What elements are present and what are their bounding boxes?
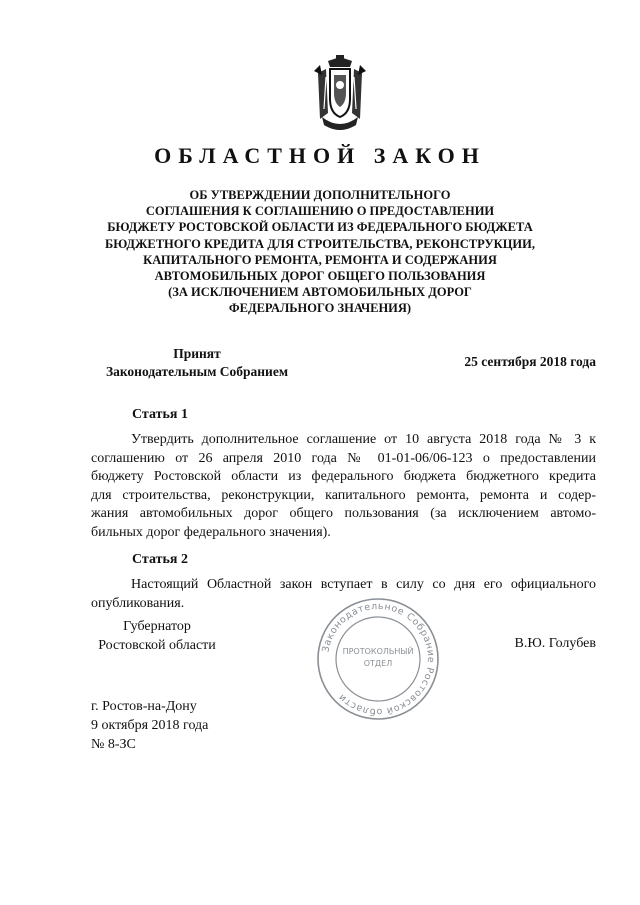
article-line: для строительства, реконструкции, капитального ремонта, ремонта и содер-: [91, 487, 596, 503]
stamp-inner-text: ПРОТОКОЛЬНЫЙ: [342, 647, 414, 656]
subtitle-line: БЮДЖЕТУ РОСТОВСКОЙ ОБЛАСТИ ИЗ ФЕДЕРАЛЬНОГО БЮДЖЕТА: [107, 220, 533, 235]
place-city: г. Ростов-на-Дону: [91, 699, 197, 714]
article-body: [91, 431, 596, 543]
place-date: 9 октября 2018 года: [91, 718, 209, 733]
subtitle-line: БЮДЖЕТНОГО КРЕДИТА ДЛЯ СТРОИТЕЛЬСТВА, РЕКОНСТРУКЦИИ,: [105, 236, 535, 251]
adoption-block: [92, 345, 302, 381]
accepted-by: Законодательным Собранием: [105, 364, 289, 379]
law-subtitle: [100, 187, 540, 317]
stamp-inner-text: ОТДЕЛ: [363, 659, 393, 668]
article-line: Настоящий Областной закон вступает в силу со дня его официального: [131, 577, 596, 592]
subtitle-line: КАПИТАЛЬНОГО РЕМОНТА, РЕМОНТА И СОДЕРЖАНИЯ: [143, 252, 497, 267]
subtitle-line: ОБ УТВЕРЖДЕНИИ ДОПОЛНИТЕЛЬНОГО: [189, 188, 451, 202]
adoption-date: 25 сентября 2018 года: [464, 354, 596, 369]
stamp-outer-text: Законодательное Собрание Ростовской области: [320, 600, 437, 718]
law-title: ОБЛАСТНОЙ ЗАКОН: [154, 143, 486, 168]
accepted-label: Принят: [173, 346, 221, 361]
subtitle-line: (ЗА ИСКЛЮЧЕНИЕМ АВТОМОБИЛЬНЫХ ДОРОГ: [168, 285, 472, 300]
article-heading: Статья 2: [132, 552, 188, 567]
governor-title-line: Ростовской области: [98, 638, 216, 653]
law-number: № 8-ЗС: [91, 737, 136, 752]
governor-title-line: Губернатор: [123, 619, 191, 634]
governor-title: [92, 617, 222, 655]
article-line: соглашению от 26 апреля 2010 года № 01-01-06/06-123 о предоставлении: [91, 450, 596, 466]
subtitle-line: АВТОМОБИЛЬНЫХ ДОРОГ ОБЩЕГО ПОЛЬЗОВАНИЯ: [154, 269, 486, 284]
coat-of-arms-icon: [300, 55, 380, 135]
article-line: бильных дорог федерального значения).: [91, 524, 331, 540]
place-block: [91, 697, 208, 754]
subtitle-line: ФЕДЕРАЛЬНОГО ЗНАЧЕНИЯ): [228, 301, 412, 316]
article-line: бюджету Ростовской области из федерального бюджета бюджетного кредита: [91, 469, 596, 485]
article-line: жания автомобильных дорог общего пользования (за исключением автомо-: [91, 506, 596, 522]
article-heading: Статья 1: [132, 407, 188, 422]
subtitle-line: СОГЛАШЕНИЯ К СОГЛАШЕНИЮ О ПРЕДОСТАВЛЕНИИ: [145, 204, 495, 219]
official-stamp: [315, 596, 441, 722]
article-line: Утвердить дополнительное соглашение от 10 августа 2018 года № 3 к: [131, 432, 596, 447]
article-line: опубликования.: [91, 595, 185, 611]
governor-name: В.Ю. Голубев: [514, 636, 596, 651]
